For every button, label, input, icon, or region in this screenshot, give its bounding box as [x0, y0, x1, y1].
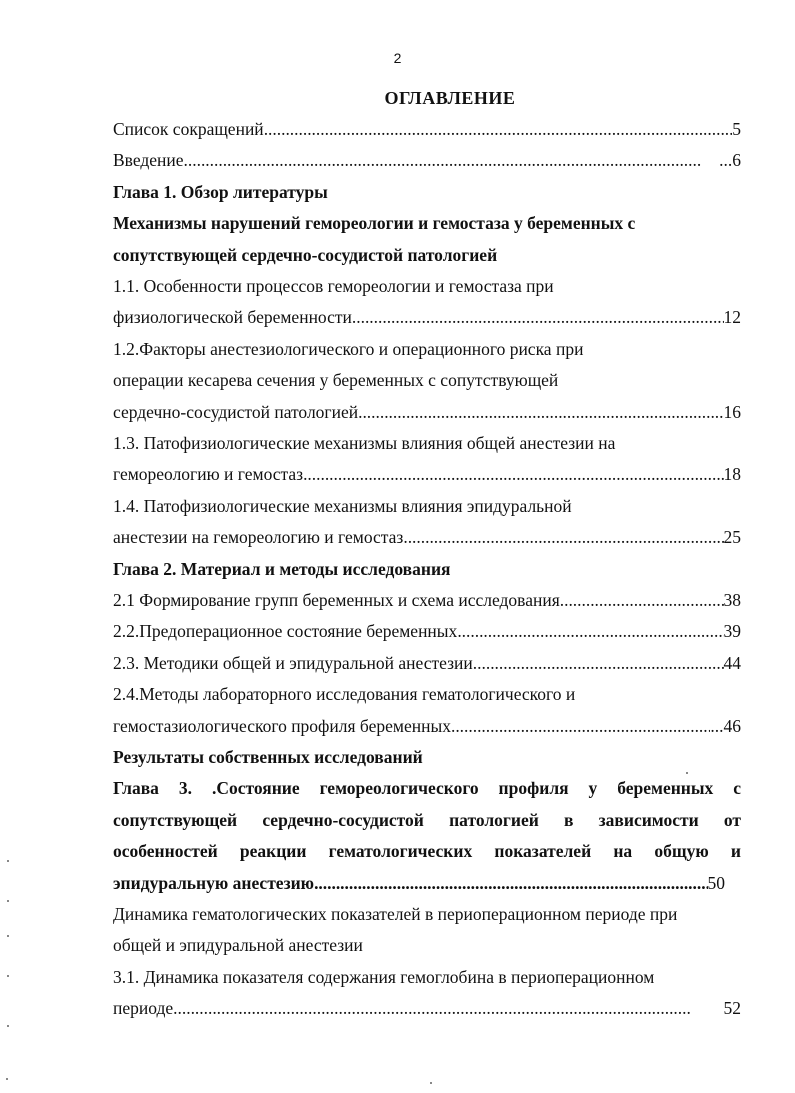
toc-entry-title: 2.1 Формирование групп беременных и схема исследования [113, 590, 560, 610]
page-number: 2 [393, 50, 402, 66]
toc-entry-title: 2.3. Методики общей и эпидуральной анестезии [113, 652, 473, 673]
scan-speck [7, 860, 9, 862]
toc-heading: особенностей реакции гематологических показателей на общую и [113, 841, 741, 862]
dot-leader [457, 620, 723, 642]
toc-text-line: операции кесарева сечения у беременных с сопутствующей [113, 370, 559, 391]
toc-entry-title: анестезии на гемореологию и гемостаз [113, 527, 404, 548]
toc-entry [113, 149, 741, 171]
dot-leader [264, 118, 733, 140]
dot-leader [358, 401, 723, 423]
dot-leader [451, 715, 710, 737]
toc-entry-title: гемореологию и гемостаз [113, 464, 304, 485]
toc-text-line: 1.1. Особенности процессов гемореологии и гемостаза при [113, 276, 554, 296]
toc-entry [113, 997, 741, 1019]
toc-heading: сопутствующей сердечно-сосудистой патологией [113, 244, 498, 265]
toc-page-number: 52 [723, 998, 741, 1019]
toc-entry [113, 589, 741, 611]
toc-entry [113, 463, 741, 485]
dot-leader [303, 463, 723, 485]
toc-page-number: 5 [732, 119, 741, 139]
scan-speck [686, 772, 688, 774]
toc-entry-title: Введение [113, 150, 184, 171]
toc-page-number: 16 [723, 401, 741, 422]
toc-heading: Механизмы нарушений гемореологии и гемостаза у беременных с [113, 213, 636, 234]
toc-title: ОГЛАВЛЕНИЕ [384, 88, 516, 108]
toc-text-line: 1.2.Факторы анестезиологического и операционного риска при [113, 338, 584, 359]
toc-entry [113, 652, 741, 674]
toc-entry-title: Список сокращений [113, 119, 264, 139]
dot-leader [184, 149, 720, 171]
toc-text-line: 2.4.Методы лабораторного исследования гематологического и [113, 684, 576, 705]
toc-entry [113, 620, 741, 642]
toc-text-line: 1.4. Патофизиологические механизмы влияния эпидуральной [113, 495, 572, 516]
toc-entry-title: эпидуральную анестезию [113, 872, 315, 893]
toc-entry-title: сердечно-сосудистой патологией [113, 401, 359, 422]
toc-heading: Глава 3. .Состояние гемореологического профиля у беременных с [113, 778, 741, 799]
scan-speck [7, 900, 9, 902]
scan-speck [430, 1082, 432, 1084]
toc-page-number: ...6 [719, 150, 741, 171]
toc-entry [113, 715, 741, 737]
toc-entry-title: периоде [113, 998, 174, 1019]
dot-leader [403, 526, 723, 548]
toc-page-number: 25 [723, 527, 741, 548]
toc-heading: Результаты собственных исследований [113, 747, 423, 767]
toc-page-number: 50 [707, 872, 725, 893]
toc-entry-title: физиологической беременности [113, 307, 352, 328]
toc-heading: Глава 1. Обзор литературы [113, 181, 328, 202]
toc-text-line: Динамика гематологических показателей в периоперационном периоде при [113, 904, 678, 924]
toc-page-number: 44 [723, 652, 741, 673]
toc-text-line: 1.3. Патофизиологические механизмы влияния общей анестезии на [113, 433, 616, 453]
toc-entry [113, 526, 741, 548]
toc-heading: сопутствующей сердечно-сосудистой патологией в зависимости от [113, 809, 741, 830]
toc-entry [113, 306, 741, 328]
toc-entry [113, 401, 741, 423]
toc-page-number: 12 [723, 307, 741, 328]
toc-entry [113, 872, 725, 894]
toc-page-number: 18 [723, 464, 741, 485]
dot-leader [314, 872, 707, 894]
toc-entry [113, 118, 741, 140]
toc-page-number: 38 [723, 590, 741, 610]
toc-entry-title: 2.2.Предоперационное состояние беременных [113, 621, 458, 642]
scan-speck [7, 1025, 9, 1027]
toc-page-number: ...46 [710, 715, 741, 736]
scan-speck [6, 1078, 8, 1080]
scan-speck [7, 935, 9, 937]
dot-leader [352, 306, 724, 328]
toc-heading: Глава 2. Материал и методы исследования [113, 558, 451, 579]
toc-text-line: общей и эпидуральной анестезии [113, 935, 363, 956]
dot-leader [560, 589, 724, 611]
toc-entry-title: гемостазиологического профиля беременных [113, 715, 451, 736]
toc-page-number: 39 [723, 621, 741, 642]
scan-speck [7, 975, 9, 977]
dot-leader [173, 997, 723, 1019]
toc-text-line: 3.1. Динамика показателя содержания гемоглобина в периоперационном [113, 966, 655, 987]
dot-leader [473, 652, 724, 674]
